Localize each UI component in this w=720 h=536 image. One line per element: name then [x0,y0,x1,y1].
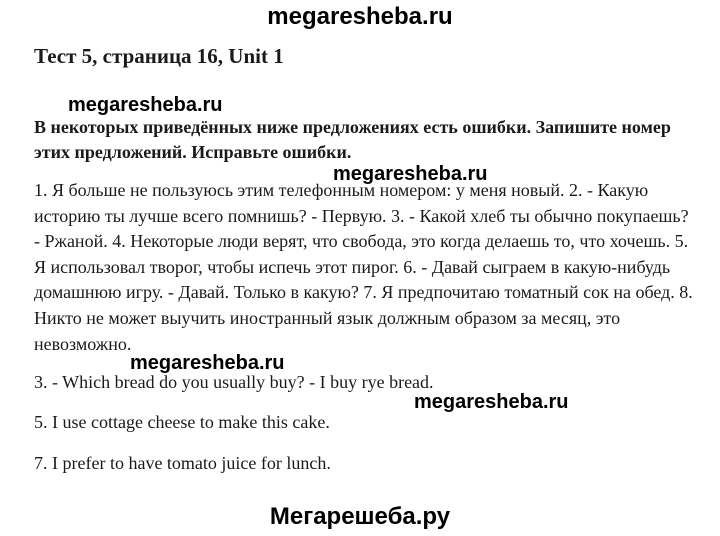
answer-line: 7. I prefer to have tomato juice for lunch. [34,453,331,473]
answer-line: 5. I use cottage cheese to make this cake. [34,412,330,432]
watermark-overlay: megaresheba.ru [68,94,223,116]
task-sentences: 1. Я больше не пользуюсь этим телефонным номером: у меня новый. 2. - Какую историю ты лучше всего помнишь? - Первую. 3. - Какой хлеб ты обычно покупаешь? - Ржаной. 4. Некоторые люди верят, что свобода, это когда делаешь то, что хочешь. 5. Я использовал творог, чтобы испечь этот пирог. 6. - Давай сыграем в какую-нибудь домашнюю игру. - Давай. Только в какую? 7. Я предпочитаю томатный сок на обед. 8. Никто не может выучить иностранный язык должным образом за месяц, это невозможно. [34,180,693,354]
page-title: Тест 5, страница 16, Unit 1 [34,44,284,68]
site-watermark-bottom: Мегарешеба.ру [269,503,451,530]
task-instruction: В некоторых приведённых ниже предложениях есть ошибки. Запишите номер этих предложений. Исправьте ошибки. [34,117,671,162]
watermark-overlay: megaresheba.ru [414,391,569,413]
watermark-overlay: megaresheba.ru [130,352,285,374]
answer-line: 3. - Which bread do you usually buy? - I buy rye bread. [34,372,434,392]
site-watermark-top: megaresheba.ru [267,3,453,30]
watermark-overlay: megaresheba.ru [333,163,488,185]
